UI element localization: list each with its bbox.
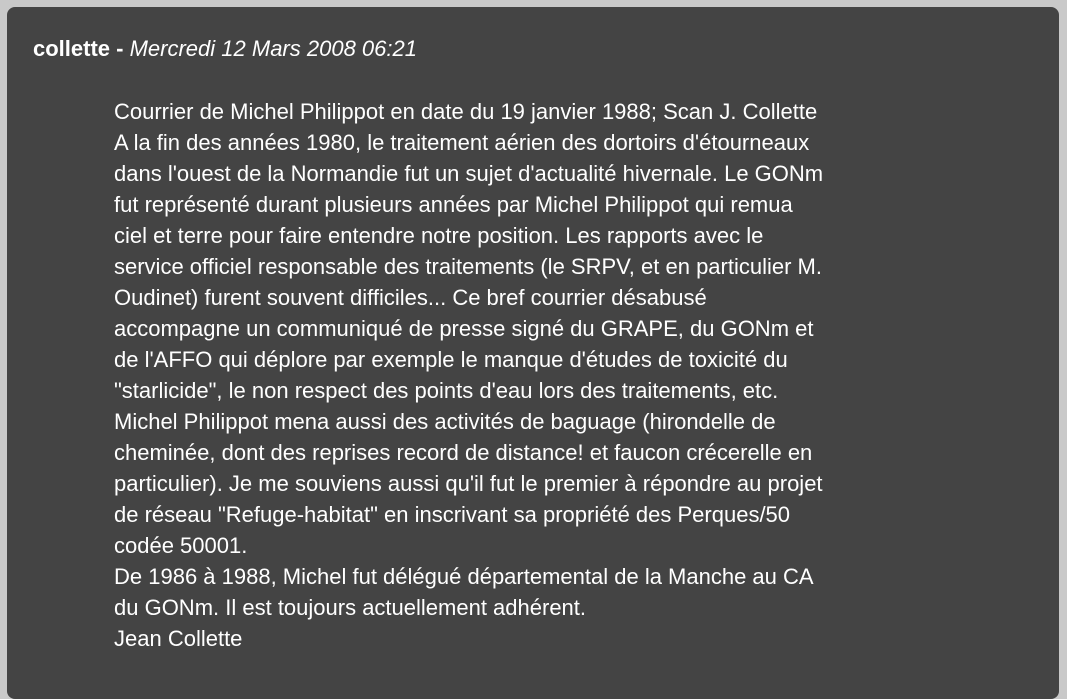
comment-line: "starlicide", le non respect des points d'eau lors des traitements, etc. <box>114 378 779 403</box>
comment-line: De 1986 à 1988, Michel fut délégué départemental de la Manche au CA <box>114 564 814 589</box>
comment-line: dans l'ouest de la Normandie fut un sujet d'actualité hivernale. Le GONm <box>114 161 824 186</box>
comment-line: codée 50001. <box>114 533 248 558</box>
comment-line: Michel Philippot mena aussi des activités de baguage (hirondelle de <box>114 409 776 434</box>
comment-box <box>7 7 1059 699</box>
comment-line: de l'AFFO qui déplore par exemple le manque d'études de toxicité du <box>114 347 788 372</box>
comment-line: ciel et terre pour faire entendre notre position. Les rapports avec le <box>114 223 764 248</box>
comment-line: de réseau "Refuge-habitat" en inscrivant sa propriété des Perques/50 <box>114 502 791 527</box>
comment-line: fut représenté durant plusieurs années par Michel Philippot qui remua <box>114 192 793 217</box>
comment-line: particulier). Je me souviens aussi qu'il fut le premier à répondre au projet <box>114 471 823 496</box>
comment-line: A la fin des années 1980, le traitement aérien des dortoirs d'étourneaux <box>114 130 810 155</box>
comment-line: accompagne un communiqué de presse signé du GRAPE, du GONm et <box>114 316 814 341</box>
comment-line: Courrier de Michel Philippot en date du 19 janvier 1988; Scan J. Collette <box>114 99 818 124</box>
header-separator: - <box>110 36 130 61</box>
comment-body <box>114 96 1034 654</box>
comment-date: Mercredi 12 Mars 2008 06:21 <box>129 36 417 61</box>
comment-header <box>33 36 417 62</box>
comment-line: service officiel responsable des traitements (le SRPV, et en particulier M. <box>114 254 822 279</box>
comment-line: cheminée, dont des reprises record de distance! et faucon crécerelle en <box>114 440 813 465</box>
comment-line: Oudinet) furent souvent difficiles... Ce bref courrier désabusé <box>114 285 707 310</box>
comment-line: du GONm. Il est toujours actuellement adhérent. <box>114 595 587 620</box>
comment-signature: Jean Collette <box>114 626 243 651</box>
comment-author: collette <box>33 36 111 61</box>
